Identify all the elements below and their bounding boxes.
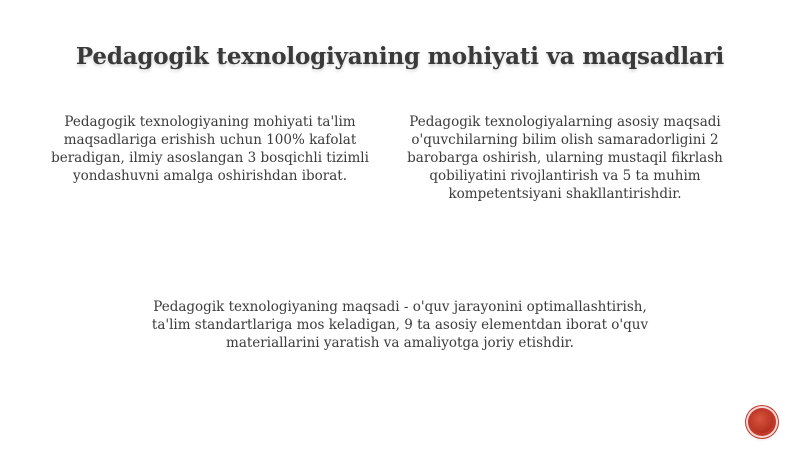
text-block-goal: Pedagogik texnologiyalarning asosiy maqsadi o'quvchilarning bilim olish samaradorligini 2 barobarga oshirish, ularning mustaqil fikrlash qobiliyatini rivojlantirish va 5 ta muhim kompetentsiyani shakllantirishdir. — [407, 114, 723, 202]
slide-title: Pedagogik texnologiyaning mohiyati va maqsadlari — [75, 43, 725, 71]
text-block-purpose: Pedagogik texnologiyaning maqsadi - o'quv jarayonini optimallashtirish, ta'lim standartlariga mos keladigan, 9 ta asosiy elementdan iborat o'quv materiallarini yaratish va amaliyotga joriy etishdir. — [151, 299, 649, 351]
text-block-essence: Pedagogik texnologiyaning mohiyati ta'lim maqsadlariga erishish uchun 100% kafolat beradigan, ilmiy asoslangan 3 bosqichli tizimli yondashuvni amalga oshirishdan iborat. — [51, 114, 369, 184]
next-slide-circle-icon — [751, 411, 773, 433]
next-slide-button[interactable] — [748, 408, 776, 436]
